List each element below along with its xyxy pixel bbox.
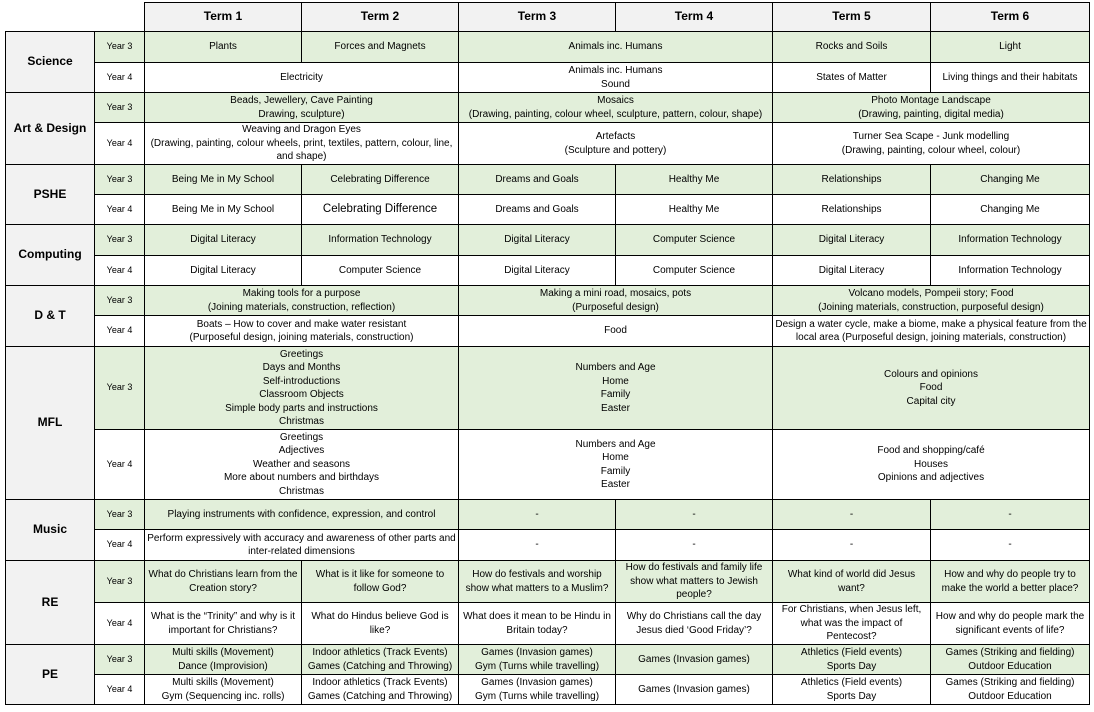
- subject-label-mfl: MFL: [6, 347, 95, 500]
- topic-cell: Healthy Me: [616, 165, 773, 195]
- topic-cell: Photo Montage Landscape (Drawing, painting, digital media): [773, 93, 1090, 123]
- year-label: Year 4: [95, 256, 145, 286]
- topic-cell: Boats – How to cover and make water resistant (Purposeful design, joining materials, construction): [145, 316, 459, 347]
- topic-cell: Healthy Me: [616, 195, 773, 225]
- topic-cell: Electricity: [145, 63, 459, 93]
- term-header-5: Term 5: [773, 3, 931, 32]
- topic-cell: Computer Science: [302, 256, 459, 286]
- topic-cell: Food and shopping/café Houses Opinions and adjectives: [773, 430, 1090, 500]
- topic-cell: Athletics (Field events) Sports Day: [773, 645, 931, 675]
- topic-cell: Being Me in My School: [145, 165, 302, 195]
- year-label: Year 4: [95, 675, 145, 705]
- topic-cell: Forces and Magnets: [302, 32, 459, 63]
- topic-cell: Animals inc. Humans: [459, 32, 773, 63]
- topic-cell: Turner Sea Scape - Junk modelling (Drawing, painting, colour wheel, colour): [773, 123, 1090, 165]
- year-label: Year 3: [95, 32, 145, 63]
- topic-cell: Multi skills (Movement) Dance (Improvision): [145, 645, 302, 675]
- topic-cell: Plants: [145, 32, 302, 63]
- year-label: Year 4: [95, 430, 145, 500]
- topic-cell: What kind of world did Jesus want?: [773, 561, 931, 603]
- table-row: [6, 256, 1090, 286]
- topic-cell: -: [773, 530, 931, 561]
- subject-label-pshe: PSHE: [6, 165, 95, 225]
- topic-cell: -: [773, 500, 931, 530]
- topic-cell: Indoor athletics (Track Events) Games (Catching and Throwing): [302, 675, 459, 705]
- topic-cell: Celebrating Difference: [302, 195, 459, 225]
- topic-cell: Relationships: [773, 195, 931, 225]
- topic-cell: How do festivals and family life show what matters to Jewish people?: [616, 561, 773, 603]
- topic-cell: Why do Christians call the day Jesus died ‘Good Friday’?: [616, 603, 773, 645]
- topic-cell: Artefacts (Sculpture and pottery): [459, 123, 773, 165]
- topic-cell: -: [459, 530, 616, 561]
- topic-cell: -: [616, 500, 773, 530]
- topic-cell: Indoor athletics (Track Events) Games (Catching and Throwing): [302, 645, 459, 675]
- topic-cell: What is it like for someone to follow God?: [302, 561, 459, 603]
- topic-cell: Making tools for a purpose (Joining materials, construction, reflection): [145, 286, 459, 316]
- topic-cell: Information Technology: [931, 225, 1090, 256]
- topic-cell: Games (Invasion games): [616, 675, 773, 705]
- term-header-3: Term 3: [459, 3, 616, 32]
- term-header-1: Term 1: [145, 3, 302, 32]
- year-label: Year 4: [95, 123, 145, 165]
- topic-cell: Beads, Jewellery, Cave Painting Drawing, sculpture): [145, 93, 459, 123]
- topic-cell: What does it mean to be Hindu in Britain today?: [459, 603, 616, 645]
- topic-cell: Information Technology: [302, 225, 459, 256]
- corner-cell: [6, 3, 145, 32]
- topic-cell: -: [459, 500, 616, 530]
- table-row: [6, 165, 1090, 195]
- topic-cell: Digital Literacy: [145, 225, 302, 256]
- year-label: Year 3: [95, 93, 145, 123]
- topic-cell: What is the “Trinity” and why is it important for Christians?: [145, 603, 302, 645]
- table-row: [6, 675, 1090, 705]
- year-label: Year 3: [95, 225, 145, 256]
- topic-cell: Games (Invasion games) Gym (Turns while travelling): [459, 675, 616, 705]
- topic-cell: Being Me in My School: [145, 195, 302, 225]
- term-header-4: Term 4: [616, 3, 773, 32]
- table-row: [6, 316, 1090, 347]
- curriculum-table: [5, 2, 1090, 705]
- topic-cell: Greetings Days and Months Self-introductions Classroom Objects Simple body parts and instructions Christmas: [145, 347, 459, 430]
- topic-cell: Multi skills (Movement) Gym (Sequencing inc. rolls): [145, 675, 302, 705]
- table-row: [6, 347, 1090, 430]
- year-label: Year 3: [95, 165, 145, 195]
- table-row: [6, 32, 1090, 63]
- topic-cell: How do festivals and worship show what matters to a Muslim?: [459, 561, 616, 603]
- topic-cell: Food: [459, 316, 773, 347]
- topic-cell: Living things and their habitats: [931, 63, 1090, 93]
- topic-cell: Numbers and Age Home Family Easter: [459, 430, 773, 500]
- table-row: [6, 430, 1090, 500]
- topic-cell: Design a water cycle, make a biome, make a physical feature from the local area (Purposeful design, joining materials, construction): [773, 316, 1090, 347]
- topic-cell: Digital Literacy: [773, 225, 931, 256]
- year-label: Year 3: [95, 645, 145, 675]
- year-label: Year 4: [95, 195, 145, 225]
- year-label: Year 3: [95, 347, 145, 430]
- topic-cell: What do Christians learn from the Creation story?: [145, 561, 302, 603]
- table-row: [6, 645, 1090, 675]
- topic-cell: Colours and opinions Food Capital city: [773, 347, 1090, 430]
- table-row: [6, 63, 1090, 93]
- table-row: [6, 286, 1090, 316]
- subject-label-science: Science: [6, 32, 95, 93]
- topic-cell: Dreams and Goals: [459, 165, 616, 195]
- topic-cell: Numbers and Age Home Family Easter: [459, 347, 773, 430]
- subject-label-computing: Computing: [6, 225, 95, 286]
- topic-cell: Making a mini road, mosaics, pots (Purposeful design): [459, 286, 773, 316]
- term-header-2: Term 2: [302, 3, 459, 32]
- topic-cell: Volcano models, Pompeii story; Food (Joining materials, construction, purposeful design): [773, 286, 1090, 316]
- table-row: [6, 561, 1090, 603]
- topic-cell: Games (Striking and fielding) Outdoor Education: [931, 645, 1090, 675]
- topic-cell: Computer Science: [616, 225, 773, 256]
- topic-cell: Computer Science: [616, 256, 773, 286]
- topic-cell: Greetings Adjectives Weather and seasons More about numbers and birthdays Christmas: [145, 430, 459, 500]
- topic-cell: Digital Literacy: [145, 256, 302, 286]
- table-row: [6, 603, 1090, 645]
- year-label: Year 3: [95, 286, 145, 316]
- table-row: [6, 123, 1090, 165]
- table-row: [6, 530, 1090, 561]
- table-row: [6, 225, 1090, 256]
- topic-cell: How and why do people try to make the world a better place?: [931, 561, 1090, 603]
- subject-label-music: Music: [6, 500, 95, 561]
- subject-label-d-t: D & T: [6, 286, 95, 347]
- topic-cell: Playing instruments with confidence, expression, and control: [145, 500, 459, 530]
- topic-cell: -: [931, 530, 1090, 561]
- topic-cell: Light: [931, 32, 1090, 63]
- table-body: [6, 32, 1090, 705]
- topic-cell: Games (Invasion games): [616, 645, 773, 675]
- topic-cell: Animals inc. Humans Sound: [459, 63, 773, 93]
- topic-cell: Games (Invasion games) Gym (Turns while travelling): [459, 645, 616, 675]
- topic-cell: -: [616, 530, 773, 561]
- topic-cell: Games (Striking and fielding) Outdoor Education: [931, 675, 1090, 705]
- topic-cell: Digital Literacy: [459, 256, 616, 286]
- topic-cell: Changing Me: [931, 165, 1090, 195]
- topic-cell: What do Hindus believe God is like?: [302, 603, 459, 645]
- topic-cell: Relationships: [773, 165, 931, 195]
- year-label: Year 3: [95, 561, 145, 603]
- topic-cell: Digital Literacy: [773, 256, 931, 286]
- topic-cell: Changing Me: [931, 195, 1090, 225]
- subject-label-pe: PE: [6, 645, 95, 705]
- topic-cell: States of Matter: [773, 63, 931, 93]
- subject-label-art-design: Art & Design: [6, 93, 95, 165]
- subject-label-re: RE: [6, 561, 95, 645]
- term-header-6: Term 6: [931, 3, 1090, 32]
- topic-cell: -: [931, 500, 1090, 530]
- header-row: [6, 3, 1090, 32]
- table-row: [6, 195, 1090, 225]
- year-label: Year 4: [95, 316, 145, 347]
- topic-cell: Athletics (Field events) Sports Day: [773, 675, 931, 705]
- topic-cell: Rocks and Soils: [773, 32, 931, 63]
- table-row: [6, 500, 1090, 530]
- table-row: [6, 93, 1090, 123]
- topic-cell: How and why do people mark the significant events of life?: [931, 603, 1090, 645]
- topic-cell: Dreams and Goals: [459, 195, 616, 225]
- topic-cell: For Christians, when Jesus left, what was the impact of Pentecost?: [773, 603, 931, 645]
- topic-cell: Celebrating Difference: [302, 165, 459, 195]
- topic-cell: Digital Literacy: [459, 225, 616, 256]
- topic-cell: Information Technology: [931, 256, 1090, 286]
- year-label: Year 4: [95, 63, 145, 93]
- year-label: Year 4: [95, 530, 145, 561]
- topic-cell: Perform expressively with accuracy and awareness of other parts and inter-related dimensions: [145, 530, 459, 561]
- year-label: Year 4: [95, 603, 145, 645]
- year-label: Year 3: [95, 500, 145, 530]
- topic-cell: Weaving and Dragon Eyes (Drawing, painting, colour wheels, print, textiles, pattern, colour, line, and shape): [145, 123, 459, 165]
- topic-cell: Mosaics (Drawing, painting, colour wheel, sculpture, pattern, colour, shape): [459, 93, 773, 123]
